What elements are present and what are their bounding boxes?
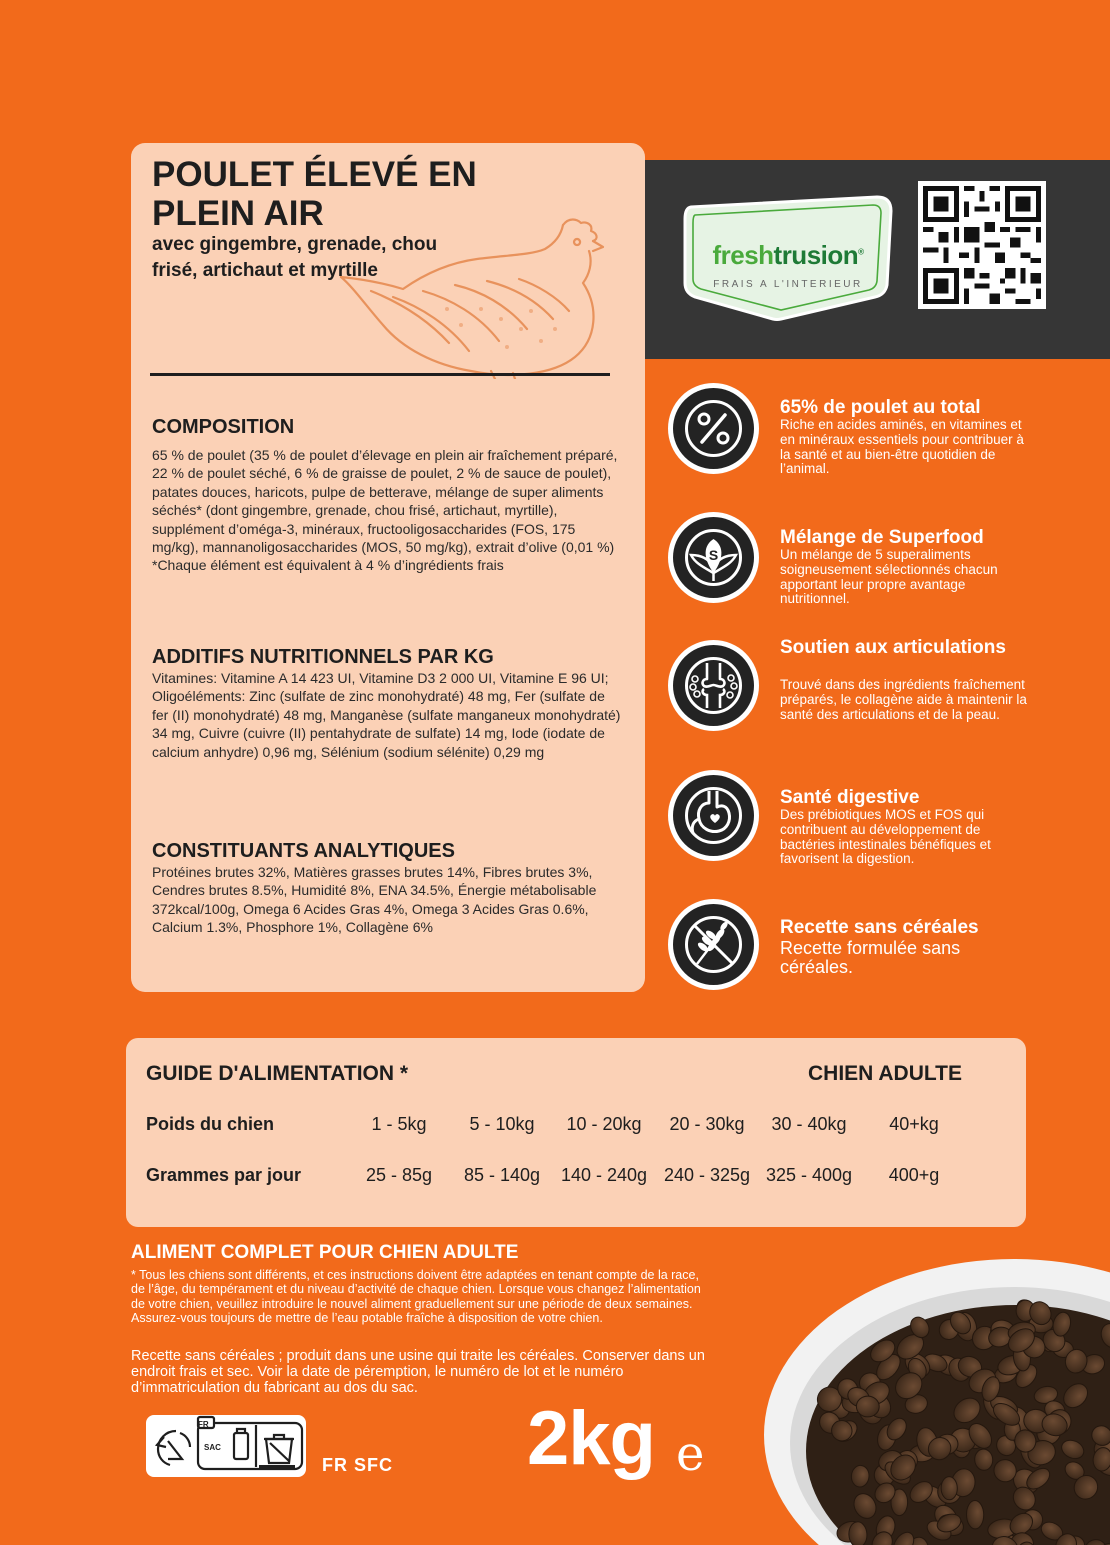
percent-icon xyxy=(673,388,754,469)
weight-cell: 10 - 20kg xyxy=(566,1114,642,1134)
title-divider xyxy=(150,373,610,376)
no-grain-icon xyxy=(673,904,754,985)
feeding-guide-audience: CHIEN ADULTE xyxy=(808,1062,962,1085)
feature-title-3: Soutien aux articulations xyxy=(780,637,1006,658)
feature-text-4: Des prébiotiques MOS et FOS qui contribuent au développement de bactéries intestinales bénéfiques et favorisent la digestion. xyxy=(780,807,991,867)
svg-text:S: S xyxy=(708,547,719,563)
grams-cell: 140 - 240g xyxy=(560,1165,648,1185)
feature-percent xyxy=(668,383,759,474)
composition-text xyxy=(152,446,622,575)
kibble-piece xyxy=(966,1500,984,1529)
weight-cell: 30 - 40kg xyxy=(771,1114,847,1134)
additives-heading: ADDITIFS NUTRITIONNELS PAR KG xyxy=(152,646,494,668)
additives-text: Vitamines: Vitamine A 14 423 UI, Vitamine D3 2 000 UI, Vitamine E 96 UI; Oligoéléments: Zinc (sulfate de zinc monohydraté) 48 mg, Fer (sulfate de fer (II) monohydraté) 48 mg, Manganèse (sulfate manganeux monohydraté) 34 mg, Cuivre (cuivre (II) pentahydrate de sulfate) 14 mg, Iode (iodate de calcium anhydre) 0,96 mg, Sélénium (sodium sélénite) 0,29 mg xyxy=(152,670,621,760)
recycling-sac-label: SAC xyxy=(204,1443,221,1452)
composition-footnote: *Chaque élément est équivalent à 4 % d’ingrédients frais xyxy=(152,557,504,574)
feature-digestive xyxy=(668,770,759,861)
kibble-piece xyxy=(856,1396,879,1417)
composition-heading: COMPOSITION xyxy=(152,416,295,438)
storage-note: Recette sans céréales ; produit dans une usine qui traite les céréales. Conserver dans un endroit frais et sec. Voir la date de péremption, le numéro de lot et le numéro d’immatriculation du fabricant au dos du sac. xyxy=(131,1348,705,1396)
kibble-bowl-image xyxy=(764,1245,1110,1545)
feature-text-3: Trouvé dans des ingrédients fraîchement préparés, le collagène aide à maintenir la santé des articulations et de la peau. xyxy=(780,677,1027,722)
feature-title-1: 65% de poulet au total xyxy=(780,397,981,418)
qr-code-icon xyxy=(918,181,1046,309)
weight-row-label: Poids du chien xyxy=(146,1114,275,1134)
origin-code: FR SFC xyxy=(322,1455,393,1475)
kibble-piece xyxy=(941,1476,958,1499)
product-title-line1: POULET ÉLEVÉ EN xyxy=(152,155,477,194)
grams-row-label: Grammes par jour xyxy=(146,1165,302,1185)
feeding-guide-heading: GUIDE D'ALIMENTATION * xyxy=(146,1062,409,1085)
grams-cell: 85 - 140g xyxy=(463,1165,541,1185)
recycling-fr-label: FR xyxy=(198,1420,209,1429)
feature-title-5: Recette sans céréales xyxy=(780,917,979,938)
feature-text-1: Riche en acides aminés, en vitamines et en minéraux essentiels pour contribuer à la santé et au bien-être quotidien de l’animal. xyxy=(780,417,1024,477)
product-title xyxy=(152,155,477,233)
brand-registered-mark: ® xyxy=(858,247,864,257)
weight-cell: 1 - 5kg xyxy=(371,1114,427,1134)
feature-joints xyxy=(668,640,759,731)
feature-grain-free xyxy=(668,899,759,990)
net-weight: 2kg xyxy=(527,1396,655,1481)
product-title-line2: PLEIN AIR xyxy=(152,194,324,233)
brand-tagline: FRAIS A L'INTERIEUR xyxy=(713,279,863,290)
analytics-text: Protéines brutes 32%, Matières grasses brutes 14%, Fibres brutes 3%, Cendres brutes 8.5%, Humidité 8%, ENA 34.5%, Énergie métabolisable 372kcal/100g, Omega 6 Acides Gras 4%, Omega 3 Acides Gras 0.6%, Calcium 1.3%, Phosphore 1%, Collagène 6% xyxy=(152,864,597,936)
complete-food-title: ALIMENT COMPLET POUR CHIEN ADULTE xyxy=(131,1242,519,1263)
feature-superfood xyxy=(668,512,759,603)
weight-cell: 40+kg xyxy=(889,1114,939,1134)
joint-icon xyxy=(673,645,754,726)
feeding-disclaimer: * Tous les chiens sont différents, et ces instructions doivent être adaptées en tenant compte de la race, de l’âge, du tempérament et du niveau d’activité de chaque chien. Lorsque vous changez l’alimentation de votre chien, veuillez introduire le nouvel aliment graduellement sur une période de deux semaines. Assurez-vous toujours de mettre de l’eau potable fraîche à disposition de votre chien. xyxy=(131,1268,701,1325)
feature-title-2: Mélange de Superfood xyxy=(780,527,984,548)
product-subtitle: avec gingembre, grenade, chou frisé, artichaut et myrtille xyxy=(152,234,438,281)
feature-text-2: Un mélange de 5 superaliments soigneusement sélectionnés chacun apportant leur propre avantage nutritionnel. xyxy=(780,547,998,607)
grams-cell: 25 - 85g xyxy=(365,1165,433,1185)
brand-name xyxy=(692,240,884,271)
brand-name-part1: fresh xyxy=(712,240,774,270)
grams-cell: 240 - 325g xyxy=(663,1165,751,1185)
feature-text-5: Recette formulée sans céréales. xyxy=(780,938,961,977)
product-info-panel xyxy=(131,143,645,992)
grams-cell: 400+g xyxy=(888,1165,940,1185)
estimated-sign-e: e xyxy=(676,1426,705,1482)
recycling-info-badge xyxy=(146,1415,306,1477)
superfood-leaf-icon xyxy=(673,517,754,598)
feature-title-4: Santé digestive xyxy=(780,787,920,808)
analytics-heading: CONSTITUANTS ANALYTIQUES xyxy=(152,840,455,862)
feeding-guide-table xyxy=(126,1038,1026,1227)
recycling-icon xyxy=(146,1415,306,1477)
weight-cell: 5 - 10kg xyxy=(469,1114,535,1134)
composition-body: 65 % de poulet (35 % de poulet d’élevage en plein air fraîchement préparé, 22 % de poulet séché, 6 % de graisse de poulet, 2 % de sauce de poulet), patates douces, haricots, pulpe de betterave, mélange de super aliments séchés* (dont gingembre, grenade, chou frisé, artichaut, myrtille), supplément d’oméga-3, minéraux, fructooligosaccharides (FOS, 175 mg/kg), mannanoligosaccharides (MOS, 50 mg/kg), extrait d’olive (0,01 %) xyxy=(152,447,618,556)
grams-cell: 325 - 400g xyxy=(765,1165,853,1185)
stomach-icon xyxy=(673,775,754,856)
brand-name-part2: trusion xyxy=(773,240,859,270)
weight-cell: 20 - 30kg xyxy=(669,1114,745,1134)
